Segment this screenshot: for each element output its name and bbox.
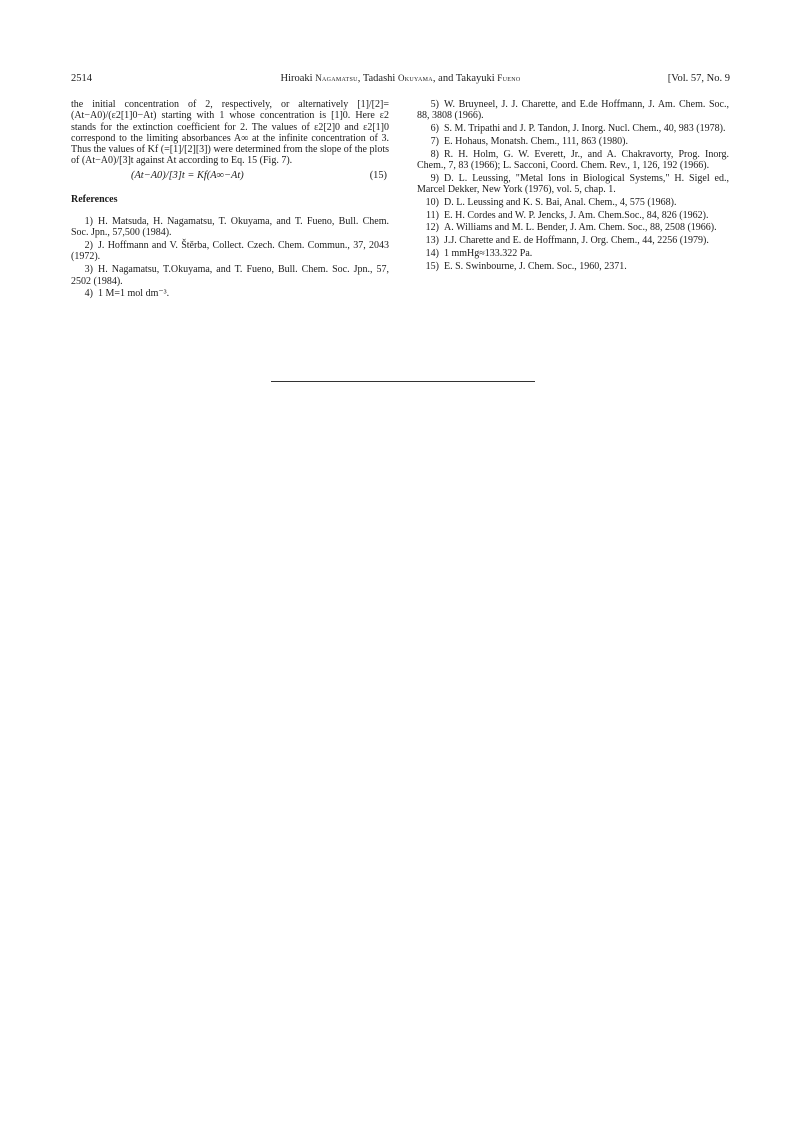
- reference-item: 10) D. L. Leussing and K. S. Bai, Anal. Chem., 4, 575 (1968).: [425, 196, 677, 208]
- references-list-right: [417, 99, 729, 272]
- reference-item: 4) 1 M=1 mol dm⁻³.: [84, 288, 170, 300]
- reference-item: 7) E. Hohaus, Monatsh. Chem., 111, 863 (1980).: [430, 135, 628, 147]
- right-column: [417, 99, 729, 274]
- reference-item: 5) W. Bruyneel, J. J. Charette, and E.de Hoffmann, J. Am. Chem. Soc., 88, 3808 (1966).: [417, 99, 729, 122]
- body-paragraph: the initial concentration of 2, respectively, or alternatively [1]/[2]=(At−A0)/(ε2[1]0−At) starting with 1 whose concentration is [1]0. Here ε2 stands for the extinction coefficient for 2. The values of ε2[2]0 and ε2[1]0 correspond to the limiting absorbances A∞ at the infinite concentration of 3. Thus the values of Kf (=[1]/[2][3]) were determined from the slope of the plots of (At−A0)/[3]t against At according to Eq. 15 (Fig. 7).: [71, 99, 389, 167]
- reference-item: 14) 1 mmHg≈133.322 Pa.: [425, 248, 533, 260]
- reference-item: 9) D. L. Leussing, "Metal Ions in Biological Systems," H. Sigel ed., Marcel Dekker, New York (1976), vol. 5, chap. 1.: [417, 172, 729, 196]
- reference-item: 13) J.J. Charette and E. de Hoffmann, J. Org. Chem., 44, 2256 (1979).: [425, 235, 709, 247]
- references-heading: References: [71, 193, 118, 205]
- reference-item: 6) S. M. Tripathi and J. P. Tandon, J. Inorg. Nucl. Chem., 40, 983 (1978).: [430, 123, 726, 135]
- equation-number: (15): [369, 169, 387, 181]
- equation-15: [71, 170, 389, 182]
- references-list-left: [71, 216, 389, 300]
- reference-item: 3) H. Nagamatsu, T.Okuyama, and T. Fueno, Bull. Chem. Soc. Jpn., 57, 2502 (1984).: [71, 264, 389, 287]
- reference-item: 12) A. Williams and M. L. Bender, J. Am. Chem. Soc., 88, 2508 (1966).: [425, 222, 717, 234]
- reference-item: 1) H. Matsuda, H. Nagamatsu, T. Okuyama, and T. Fueno, Bull. Chem. Soc. Jpn., 57,500 (1984).: [71, 216, 389, 239]
- page-number: 2514: [71, 73, 92, 84]
- reference-item: 11) E. H. Cordes and W. P. Jencks, J. Am. Chem.Soc., 84, 826 (1962).: [426, 209, 709, 221]
- reference-item: 8) R. H. Holm, G. W. Everett, Jr., and A. Chakravorty, Prog. Inorg. Chem., 7, 83 (1966); L. Sacconi, Coord. Chem. Rev., 1, 126, 192 (1966).: [417, 148, 729, 171]
- running-header-authors: Hiroaki Nagamatsu, Tadashi Okuyama, and Takayuki Fueno: [280, 73, 521, 84]
- equation-text: (At−A0)/[3]t = Kf(A∞−At): [131, 169, 244, 181]
- reference-item: 2) J. Hoffmann and V. Štěrba, Collect. Czech. Chem. Commun., 37, 2043 (1972).: [71, 240, 389, 263]
- reference-item: 15) E. S. Swinbourne, J. Chem. Soc., 1960, 2371.: [425, 260, 627, 272]
- end-of-article-rule: [271, 381, 535, 382]
- left-column: [71, 99, 389, 301]
- volume-issue: [Vol. 57, No. 9: [667, 73, 730, 84]
- running-header: [71, 73, 730, 87]
